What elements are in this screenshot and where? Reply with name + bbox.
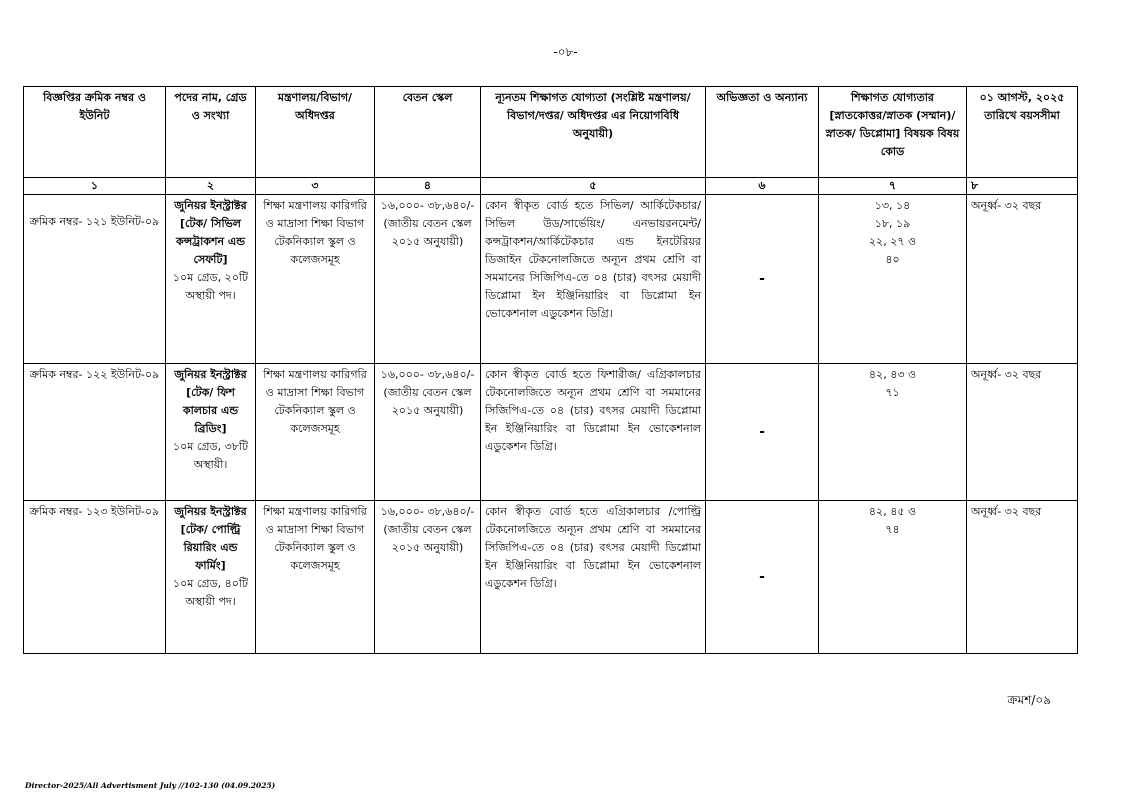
post-name: জুনিয়র ইনস্ট্রাক্টর [টেক/ ফিশ কালচার এন্ড ব্রিডিং]: [174, 368, 247, 435]
column-number: ৪: [375, 178, 481, 195]
post-name-cell: [166, 364, 256, 501]
column-number: ৩: [256, 178, 375, 195]
post-name: জুনিয়র ইনস্ট্রাক্টর [টেক/ সিভিল কন্সট্রাকশন এন্ড সেফটি]: [174, 199, 247, 266]
qualification-cell: কোন স্বীকৃত বোর্ড হতে সিভিল/ আর্কিটেকচার/ সিভিল উড/সার্ভেয়িং/ এনভায়রনমেন্ট/ কন্সট্রাকশন/আর্কিটেকচার এন্ড ইনটেরিয়র ডিজাইন টেকনোলজিতে অন্যূন প্রথম শ্রেণি বা সমমানের সিজিপিএ-তে ০৪ (চার) বৎসর মেয়াদী ডিপ্লোমা ইন ইঞ্জিনিয়ারিং বা ডিপ্লোমা ইন ভোকেশনাল এডুকেশন ডিগ্রি।: [481, 195, 706, 364]
post-name-cell: [166, 501, 256, 654]
pay-scale-cell: ১৬,০০০- ৩৮,৬৪০/- (জাতীয় বেতন স্কেল ২০১৫ অনুযায়ী): [375, 364, 481, 501]
qualification-cell: কোন স্বীকৃত বোর্ড হতে এগ্রিকালচার /পোল্ট্রি টেকনোলজিতে অন্যূন প্রথম শ্রেণি বা সমমানের সিজিপিএ-তে ০৪ (চার) বৎসর মেয়াদী ডিপ্লোমা ইন ইঞ্জিনিয়ারিং বা ডিপ্লোমা ইন ভোকেশনাল এডুকেশন ডিগ্রি।: [481, 501, 706, 654]
header-post-name: পদের নাম, গ্রেড ও সংখ্যা: [166, 87, 256, 178]
table-row: [24, 195, 1078, 364]
post-grade: ১০ম গ্রেড, ৩৮টি অস্থায়ী।: [172, 440, 249, 471]
serial-unit-cell: ক্রমিক নম্বর- ১২২ ইউনিট-০৯: [24, 364, 166, 501]
pay-scale-cell: ১৬,০০০- ৩৮,৬৪০/- (জাতীয় বেতন স্কেল ২০১৫ অনুযায়ী): [375, 195, 481, 364]
subject-codes-cell: ৪২, ৪৩ ও ৭১: [819, 364, 967, 501]
header-pay-scale: বেতন স্কেল: [375, 87, 481, 178]
post-name-cell: [166, 195, 256, 364]
age-limit-cell: অনূর্ধ্ব- ৩২ বছর: [967, 501, 1078, 654]
column-number: ১: [24, 178, 166, 195]
table-header-row: [24, 87, 1078, 178]
age-limit-cell: অনূর্ধ্ব- ৩২ বছর: [967, 195, 1078, 364]
serial-unit-cell: ক্রমিক নম্বর- ১২১ ইউনিট-০৯: [24, 195, 166, 364]
page-number: -০৮-: [553, 45, 578, 59]
column-number: ৫: [481, 178, 706, 195]
ministry-cell: শিক্ষা মন্ত্রণালয় কারিগরি ও মাদ্রাসা শিক্ষা বিভাগ টেকনিক্যাল স্কুল ও কলেজসমূহ: [256, 501, 375, 654]
column-number: ৭: [819, 178, 967, 195]
column-number: ২: [166, 178, 256, 195]
footer-reference: Director-2025/All Advertisment July //102-130 (04.09.2025): [25, 781, 276, 790]
header-serial-unit: বিজ্ঞপ্তির ক্রমিক নম্বর ও ইউনিট: [24, 87, 166, 178]
age-limit-cell: অনূর্ধ্ব- ৩২ বছর: [967, 364, 1078, 501]
serial-unit-cell: ক্রমিক নম্বর- ১২৩ ইউনিট-০৯: [24, 501, 166, 654]
column-number: ৮: [967, 178, 1078, 195]
header-ministry: মন্ত্রণালয়/বিভাগ/ অধিদপ্তর: [256, 87, 375, 178]
post-grade: ১০ম গ্রেড, ২০টি অস্থায়ী পদ।: [172, 271, 249, 302]
experience-cell: -: [706, 195, 819, 364]
experience-cell: -: [706, 364, 819, 501]
posts-table: [23, 86, 1078, 654]
qualification-cell: কোন স্বীকৃত বোর্ড হতে ফিশারীজ/ এগ্রিকালচার টেকনোলজিতে অন্যূন প্রথম শ্রেণি বা সমমানের সিজিপিএ-তে ০৪ (চার) বৎসর মেয়াদী ডিপ্লোমা ইন ইঞ্জিনিয়ারিং বা ডিপ্লোমা ইন ভোকেশনাল এডুকেশন ডিগ্রি।: [481, 364, 706, 501]
ministry-cell: শিক্ষা মন্ত্রণালয় কারিগরি ও মাদ্রাসা শিক্ষা বিভাগ টেকনিক্যাল স্কুল ও কলেজসমূহ: [256, 364, 375, 501]
table-row: [24, 501, 1078, 654]
post-name: জুনিয়র ইনস্ট্রাক্টর [টেক/ পোল্ট্রি রিয়ারিং এন্ড ফার্মিং]: [174, 505, 247, 572]
header-subject-codes: শিক্ষাগত যোগ্যতার [স্নাতকোত্তর/স্নাতক (সম্মান)/স্নাতক/ ডিপ্লোমা] বিষয়ক বিষয় কোড: [819, 87, 967, 178]
column-number: ৬: [706, 178, 819, 195]
subject-codes-cell: ১৩, ১৪ ১৮, ১৯ ২২, ২৭ ও ৪০: [819, 195, 967, 364]
header-qualification: ন্যূনতম শিক্ষাগত যোগ্যতা (সংশ্লিষ্ট মন্ত্রণালয়/বিভাগ/দপ্তর/ অধিদপ্তর এর নিয়োগবিধি অনুযায়ী): [481, 87, 706, 178]
experience-cell: -: [706, 501, 819, 654]
header-age-limit: ০১ আগস্ট, ২০২৫ তারিখে বয়সসীমা: [967, 87, 1078, 178]
subject-codes-cell: ৪২, ৪৫ ও ৭৪: [819, 501, 967, 654]
ministry-cell: শিক্ষা মন্ত্রণালয় কারিগরি ও মাদ্রাসা শিক্ষা বিভাগ টেকনিক্যাল স্কুল ও কলেজসমূহ: [256, 195, 375, 364]
column-number-row: [24, 178, 1078, 195]
post-grade: ১০ম গ্রেড, ৪০টি অস্থায়ী পদ।: [172, 577, 249, 608]
pay-scale-cell: ১৬,০০০- ৩৮,৬৪০/- (জাতীয় বেতন স্কেল ২০১৫ অনুযায়ী): [375, 501, 481, 654]
continued-label: ক্রমশ/০৯: [1007, 693, 1051, 707]
table-row: [24, 364, 1078, 501]
header-experience: অভিজ্ঞতা ও অন্যান্য: [706, 87, 819, 178]
